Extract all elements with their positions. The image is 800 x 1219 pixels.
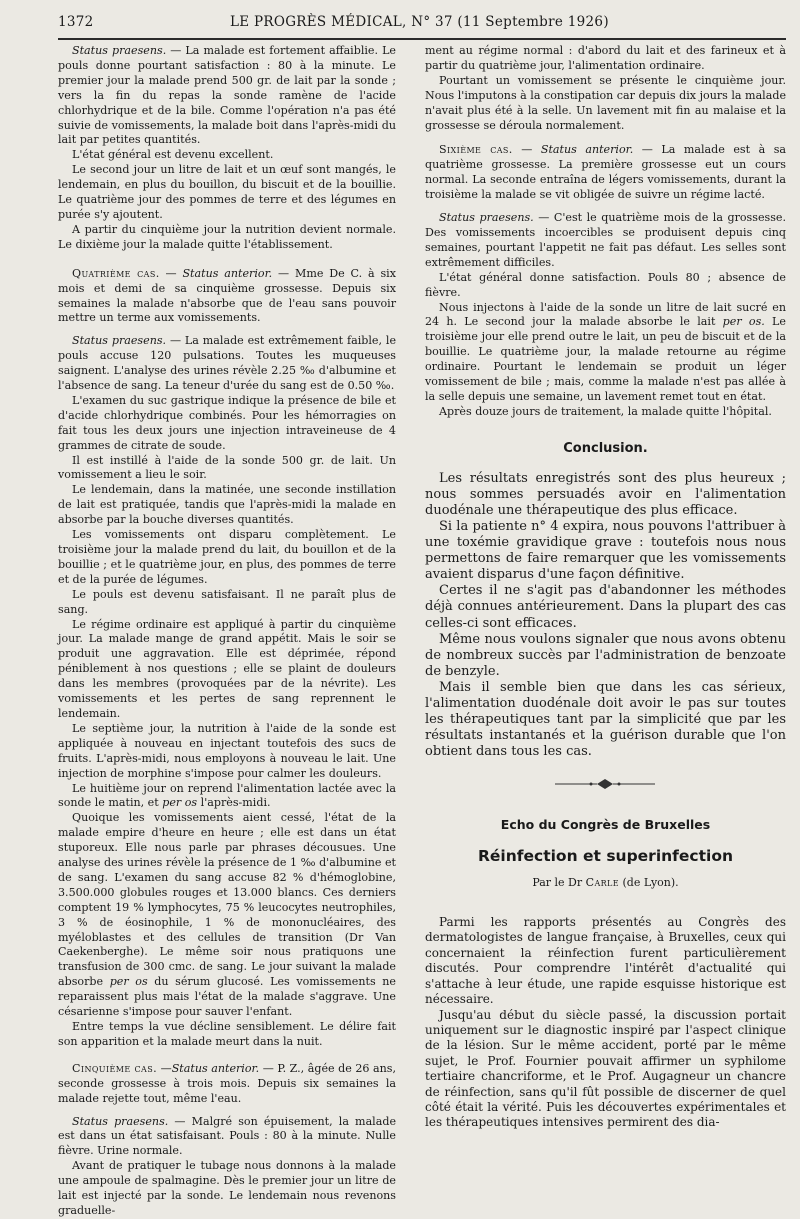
paragraph-text: — La malade est à sa quatrième grossesse. La première grossesse eut un cours normal. La seconde entraîna de légers vomissements, durant la troisième la malade se vit obligée de suivre un régime lacté. (425, 143, 786, 202)
status-label: Status praesens. (72, 1114, 169, 1128)
ornament-icon (555, 778, 655, 790)
section-ornament (425, 772, 786, 798)
paragraph (58, 782, 396, 812)
case-heading-6: Sixième cas. — Status anterior. — La malade est à sa quatrième grossesse. La première grossesse eut un cours normal. La seconde entraîna de légers vomissements, durant la troisième la malade se vit obligée de suivre un régime lacté. (425, 143, 786, 202)
header-rule (58, 38, 786, 40)
paragraph: Certes il ne s'agit pas d'abandonner les méthodes déjà connues antérieurement. Dans la plupart des cas celles-ci sont efficaces. (425, 583, 786, 631)
paragraph (58, 1115, 396, 1160)
paragraph: Mais il semble bien que dans les cas sérieux, l'alimentation duodénale doit avoir le pas sur toutes les thérapeutiques tant par la simplicité que par les résultats instantanés et la guérison durable que l'on obtient dans tous les cas. (425, 679, 786, 760)
paragraph: Le pouls est devenu satisfaisant. Il ne paraît plus de sang. (58, 587, 396, 616)
paragraph-text: du sérum glucosé. Les vomissements ne reparaissent plus mais l'état de la malade s'aggrave. Une césarienne s'impose pour sauver l'enfant. (58, 975, 396, 1019)
paragraph: Le septième jour, la nutrition à l'aide de la sonde est appliquée à nouveau en injectant toutefois des sucs de fruits. L'après-midi, nous employons à nouveau le lait. Une injection de morphine s'impose pour calmer les douleurs. (58, 721, 396, 780)
latin-term: per os (162, 796, 198, 810)
paragraph (58, 811, 396, 1020)
paragraph-text: — C'est le quatrième mois de la grossesse. Des vomissements incoercibles se produisent depuis cinq semaines, pourtant l'appetit ne fait pas défaut. Les selles sont extrêmement difficiles. (425, 211, 786, 269)
running-header (58, 12, 785, 36)
paragraph: A partir du cinquième jour la nutrition devient normale. Le dixième jour la malade quitte l'établissement. (58, 222, 396, 251)
paragraph-text: — Malgré son épuisement, la malade est dans un état satisfaisant. Pouls : 80 à la minute. Nulle fièvre. Urine normale. (58, 1114, 397, 1158)
article-body (425, 915, 786, 1131)
paragraph: Pourtant un vomissement se présente le cinquième jour. Nous l'imputons à la constipation car depuis dix jours la malade n'avait plus été à la selle. Un lavement mit fin au malaise et la grossesse se déroula normalement. (425, 73, 787, 132)
paragraph (425, 301, 786, 405)
paragraph-text: Le huitième jour on reprend l'alimentation lactée avec la sonde le matin, et (58, 781, 396, 810)
paragraph-text: — La malade est extrêmement faible, le pouls accuse 120 pulsations. Toutes les muqueuses saignent. L'analyse des urines révèle 2.25 ‰ d'albumine et l'absence de sang. La teneur d'urée du sang est de 0.50 ‰. (58, 334, 397, 393)
section-heading: Echo du Congrès de Bruxelles (500, 817, 711, 833)
paragraph: Après douze jours de traitement, la malade quitte l'hôpital. (439, 404, 772, 418)
case-heading-4: Quatrième cas. — Status anterior. — Mme De C. à six mois et demi de sa cinquième grossesse. Depuis six semaines la malade n'absorbe que de l'eau sans pouvoir mettre un terme aux vomissements. (58, 266, 396, 325)
conclusion-section (425, 471, 786, 761)
byline-prefix: Par le Dr (532, 876, 586, 890)
paragraph-text: — Mme De C. à six mois et demi de sa cinquième grossesse. Depuis six semaines la malade n'absorbe que de l'eau sans pouvoir mettre un terme aux vomissements. (58, 266, 396, 325)
journal-title: LE PROGRÈS MÉDICAL, N° 37 (11 Septembre 1926) (230, 14, 609, 30)
paragraph (58, 334, 396, 394)
paragraph: Si la patiente n° 4 expira, nous pouvons l'attribuer à une toxémie gravidique grave : toutefois nous nous permettons de faire remarquer que les vomissements avaient disparus d'une façon définitive. (425, 518, 786, 583)
paragraph: Parmi les rapports présentés au Congrès des dermatologistes de langue française, à Bruxelles, ceux qui concernaient la réinfection furent particulièrement discutés. Pour comprendre l'intérêt d'actualité qui s'attache à leur étude, une rapide esquisse historique est nécessaire. (425, 915, 786, 1007)
paragraph-text: — P. Z., âgée de 26 ans, seconde grossesse à trois mois. Depuis six semaines la malade rejette tout, même l'eau. (58, 1061, 397, 1105)
paragraph: L'examen du suc gastrique indique la présence de bile et d'acide chlorhydrique combinés. Pour les hémorragies on fait tous les deux jours une injection intraveineuse de 4 grammes de citrate de soude. (58, 393, 396, 452)
status-label: Status anterior. (171, 1061, 260, 1075)
status-label: Status praesens. (72, 44, 167, 57)
paragraph-text: l'après-midi. (197, 796, 271, 810)
case-heading-5: Cinquième cas. —Status anterior. — P. Z., âgée de 26 ans, seconde grossesse à trois mois. Depuis six semaines la malade rejette tout, même l'eau. (58, 1061, 397, 1105)
paragraph: Il est instillé à l'aide de la sonde 500 gr. de lait. Un vomissement a lieu le soir. (58, 453, 396, 482)
byline-suffix: (de Lyon). (619, 876, 679, 890)
status-label: Status anterior. (540, 143, 634, 157)
paragraph-text: Le troisième jour elle prend outre le lait, un peu de biscuit et de la bouillie. Le quatrième jour, la malade retourne au régime ordinaire. Pourtant le lendemain se produit un léger vomissement de bile ; mais, comme la malade n'est pas allée à la selle depuis une semaine, un lavement remet tout en état. (425, 315, 786, 403)
paragraph: Jusqu'au début du siècle passé, la discussion portait uniquement sur le diagnostic inspiré par l'aspect clinique de la lésion. Sur le même accident, porté par le même sujet, le Prof. Fournier pouvait affirmer un syphilome tertiaire chancriforme, et le Prof. Augagneur un chancre de réinfection, sans qu'il fût possible de discerner de quel côté était la vérité. Puis les découvertes expérimentales et les thérapeutiques intensives permirent des dia- (425, 1007, 786, 1130)
status-label: Status praesens. (439, 211, 534, 225)
right-column (425, 44, 786, 1131)
paragraph: Le lendemain, dans la matinée, une seconde instillation de lait est pratiquée, tandis que l'après-midi la malade en absorbe par la bouche diverses quantités. (58, 483, 396, 527)
paragraph: Les vomissements ont disparu complètement. Le troisième jour la malade prend du lait, du bouillon et de la bouillie ; et le quatrième jour, en plus, des pommes de terre et de la purée de légumes. (58, 528, 396, 586)
case-label: Cinquième cas. (72, 1061, 158, 1075)
paragraph: L'état général donne satisfaction. Pouls 80 ; absence de fièvre. (425, 270, 786, 299)
paragraph: ment au régime normal : d'abord du lait et des farineux et à partir du quatrième jour, l'alimentation ordinaire. (425, 44, 786, 72)
paragraph (425, 211, 786, 271)
status-label: Status praesens. (72, 334, 167, 348)
conclusion-heading: Conclusion. (563, 440, 648, 456)
paragraph-text: — La malade est fortement affaiblie. Le pouls donne pourtant satisfaction : 80 à la minute. Le premier jour la malade prend 500 gr. de lait par la sonde ; vers la fin du repas la sonde ramène de l'acide chlorhydrique et de la bile. Comme l'opération n'a pas été suivie de vomissements, la malade boit dans l'après-midi du lait par petites quantités. (58, 44, 397, 147)
article-byline (425, 876, 786, 891)
paragraph: Même nous voulons signaler que nous avons obtenu de nombreux succès par l'administration de benzoate de benzyle. (425, 631, 786, 679)
page-number: 1372 (58, 14, 94, 30)
paragraph: Entre temps la vue décline sensiblement. Le délire fait son apparition et la malade meurt dans la nuit. (58, 1020, 396, 1048)
author-name: Carle (585, 876, 620, 890)
paragraph: Avant de pratiquer le tubage nous donnons à la malade une ampoule de spalmagine. Dès le premier jour un litre de lait est injecté par la sonde. Le lendemain nous revenons graduelle- (58, 1159, 396, 1217)
paragraph: Le second jour un litre de lait et un œuf sont mangés, le lendemain, en plus du bouillon, du biscuit et de la bouillie. Le quatrième jour des pommes de terre et des légumes en purée s'y ajoutent. (58, 163, 396, 221)
status-label: Status anterior. (182, 266, 273, 280)
left-column (58, 44, 396, 1219)
case-label: Sixième cas. (439, 143, 513, 157)
paragraph: Le régime ordinaire est appliqué à partir du cinquième jour. La malade mange de grand appétit. Mais le soir se produit une aggravation. Elle est déprimée, répond péniblement à nos questions ; elle se plaint de douleurs dans les membres (provoquées par de la névrite). Les vomissements et les pertes de sang reprennent le lendemain. (58, 617, 396, 720)
paragraph (58, 44, 396, 148)
paragraph-text: Quoique les vomissements aient cessé, l'état de la malade empire d'heure en heure ; elle est dans un état stuporeux. Elle nous parle par phrases décousues. Une analyse des urines révèle la présence de 1 ‰ d'albumine et de sang. L'examen du sang accuse 82 % d'hémoglobine, 3.500.000 globules rouges et 13.000 blancs. Ces derniers comptent 19 % lymphocytes, 75 % leucocytes neutrophiles, 3 % de éosinophile, 1 % de mononucléaires, des myéloblastes et des cellules de transition (Dr Van Caekenberghe). Le même soir nous pratiquons une transfusion de 300 cmc. de sang. Le jour suivant la malade absorbe (58, 811, 396, 989)
article-title: Réinfection et superinfection (477, 847, 734, 866)
case-label: Quatrième cas. (72, 266, 160, 280)
paragraph-text: Nous injectons à l'aide de la sonde un litre de lait sucré en 24 h. Le second jour la malade absorbe le lait (425, 300, 786, 329)
latin-term: per os. (722, 315, 765, 329)
paragraph: L'état général est devenu excellent. (72, 148, 274, 162)
paragraph: Les résultats enregistrés sont des plus heureux ; nous sommes persuadés avoir en l'alimentation duodénale une thérapeutique des plus efficace. (425, 470, 786, 518)
latin-term: per os (109, 975, 148, 989)
